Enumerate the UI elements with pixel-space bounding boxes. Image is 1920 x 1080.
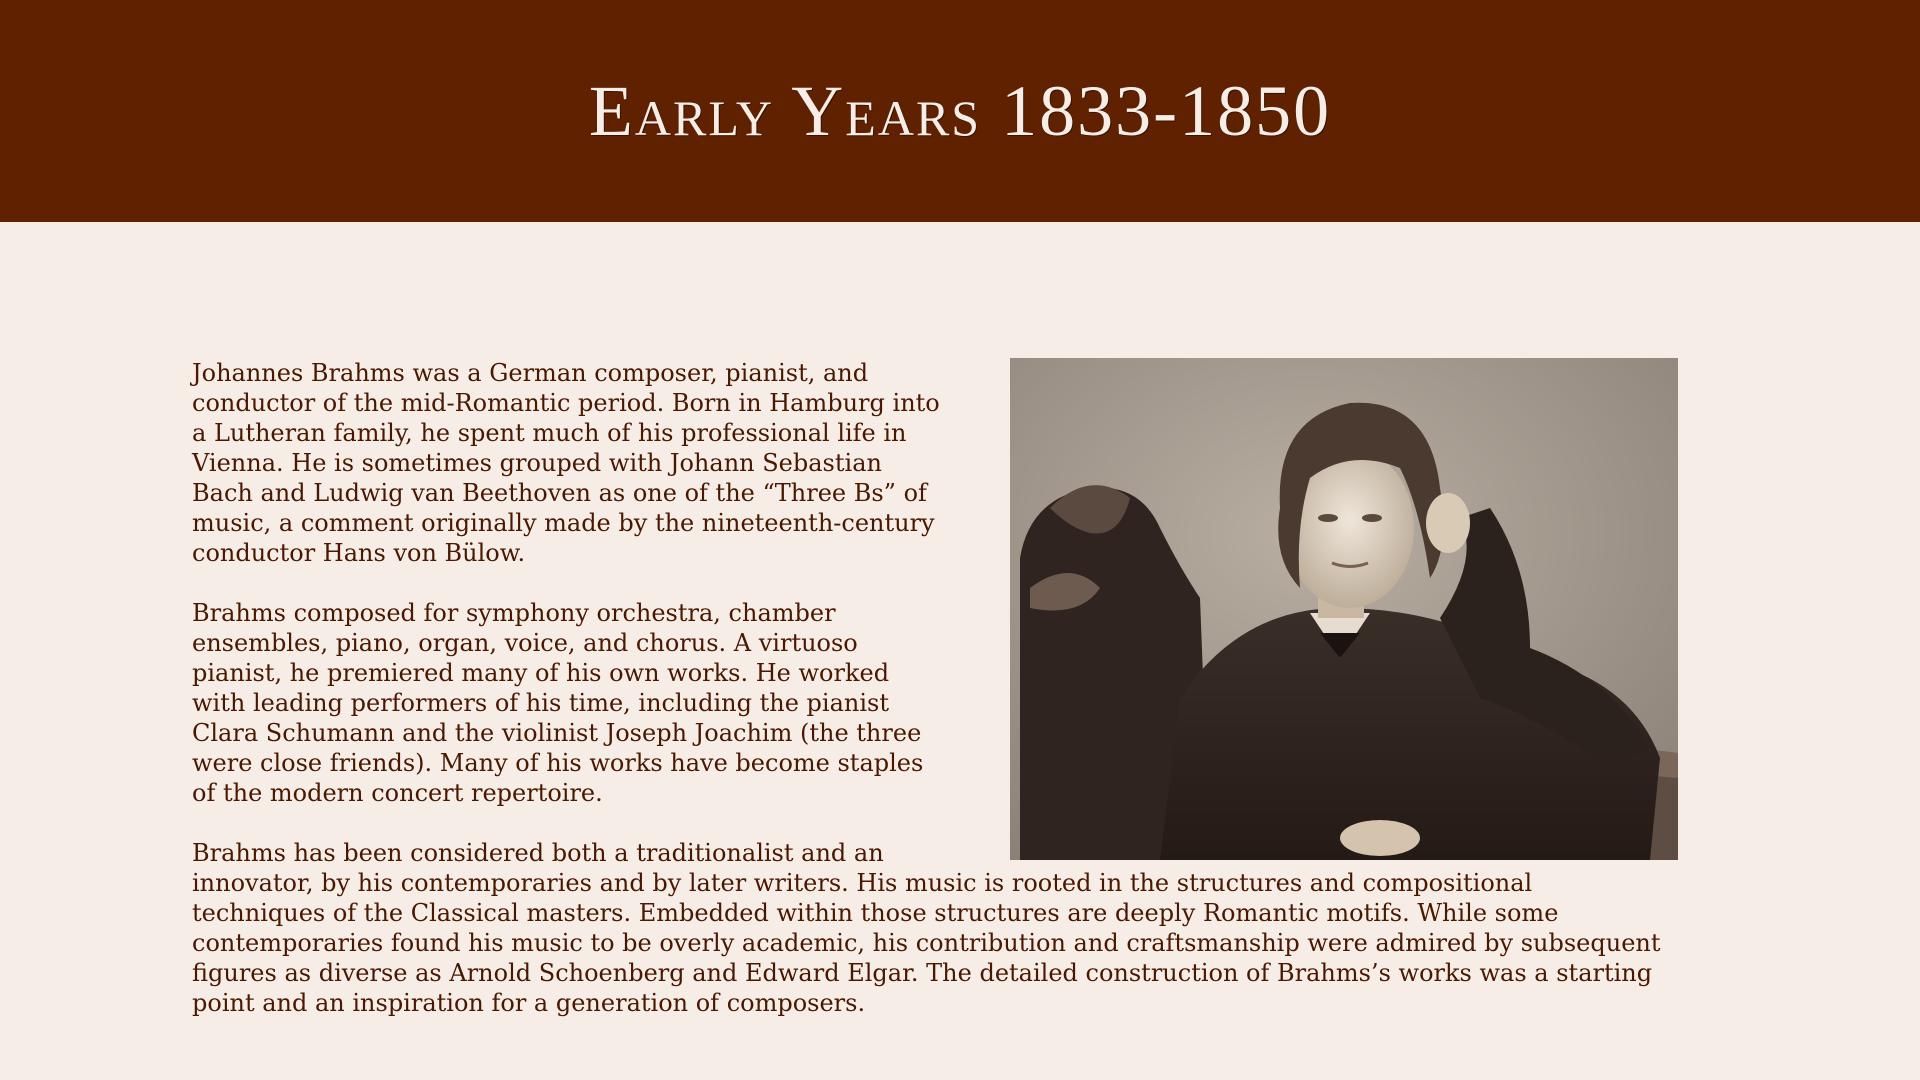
paragraph-intro: Johannes Brahms was a German composer, pianist, and conductor of the mid-Romantic period. Born in Hamburg into a Lutheran family, he spent much of his professional life in Vienna. He is sometimes grouped with Johann Sebastian Bach and Ludwig van Beethoven as one of the “Three Bs” of music, a comment originally made by the nineteenth-century conductor Hans von Bülow. [192,359,940,567]
paragraph-works: Brahms composed for symphony orchestra, chamber ensembles, piano, organ, voice, and chorus. A virtuoso pianist, he premiered many of his own works. He worked with leading performers of his time, including the pianist Clara Schumann and the violinist Joseph Joachim (the three were close friends). Many of his works have become staples of the modern concert repertoire. [192,599,924,807]
paragraph-legacy: Brahms has been considered both a traditionalist and an innovator, by his contemporaries and by later writers. His music is rooted in the structures and compositional techniques of the Classical masters. Embedded within those structures are deeply Romantic motifs. While some contemporaries found his music to be overly academic, his contribution and craftsmanship were admired by subsequent figures as diverse as Arnold Schoenberg and Edward Elgar. The detailed construction of Brahms’s works was a starting point and an inspiration for a generation of composers. [192,839,1661,1017]
portrait-photo [1010,358,1678,860]
slide-title: Early Years 1833-1850 [588,70,1332,151]
slide-content [192,358,1662,1058]
title-bar [0,0,1920,222]
